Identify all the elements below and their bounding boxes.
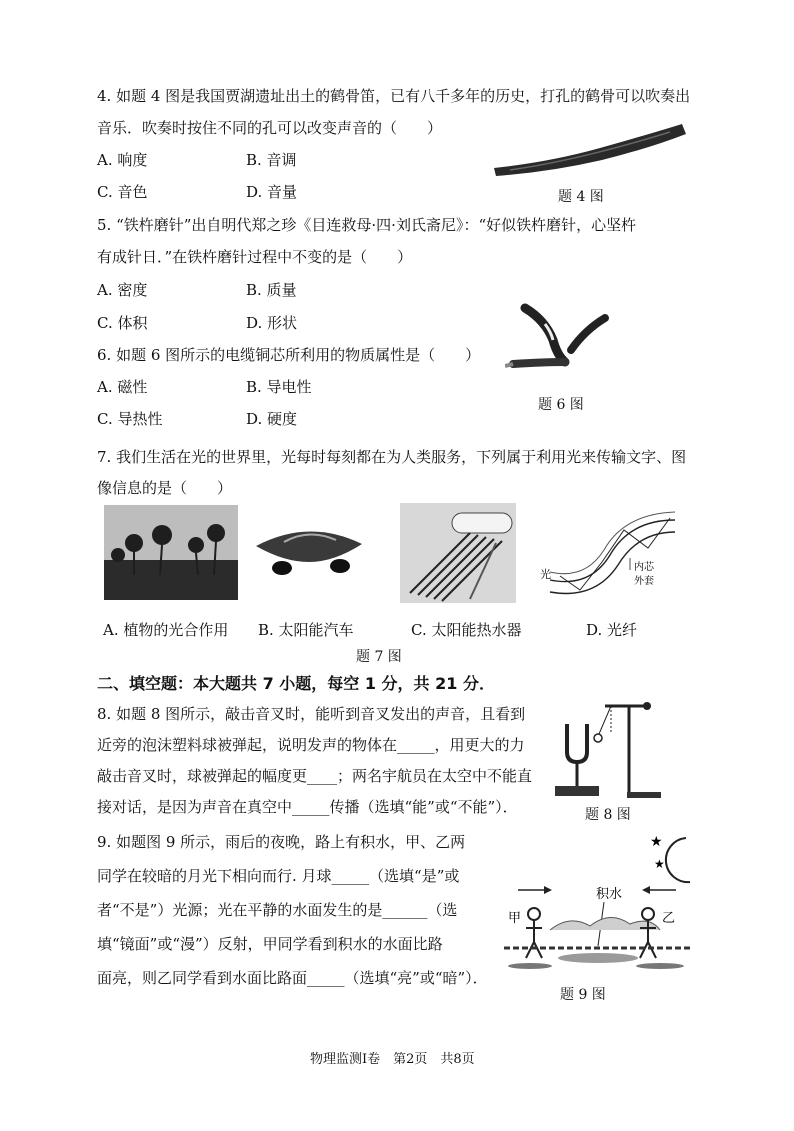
q8-text-line2: 近旁的泡沫塑料球被弹起，说明发声的物体在_____，用更大的力 xyxy=(97,736,525,754)
copper-cable-image xyxy=(505,300,615,385)
q9-text-line2: 同学在较暗的月光下相向而行. 月球_____（选填“是”或 xyxy=(97,867,460,885)
q7-option-d: D. 光纤 xyxy=(586,621,638,639)
optical-fiber-diagram xyxy=(540,510,680,600)
q6-option-a: A. 磁性 xyxy=(97,378,148,396)
q6-option-c: C. 导热性 xyxy=(97,410,163,428)
star-icon: ★ xyxy=(650,834,663,850)
fiber-core-label: 内芯 xyxy=(634,562,654,573)
q4-text-line1: 4. 如题 4 图是我国贾湖遗址出土的鹤骨笛，已有八千多年的历史，打孔的鹤骨可以吹奏出 xyxy=(97,87,691,105)
page-footer: 物理监测Ⅰ卷 第2页 共8页 xyxy=(310,1052,475,1067)
q6-option-b: B. 导电性 xyxy=(246,378,312,396)
tuning-fork-apparatus xyxy=(555,694,665,804)
q5-option-a: A. 密度 xyxy=(97,281,148,299)
solar-water-heater-image xyxy=(400,503,516,603)
q9-text-line3: 者“不是”）光源；光在平静的水面发生的是______（选 xyxy=(97,901,458,919)
q4-option-b: B. 音调 xyxy=(246,151,297,169)
q6-caption: 题 6 图 xyxy=(538,397,584,413)
label-yi: 乙 xyxy=(662,911,676,926)
label-jia: 甲 xyxy=(508,911,522,926)
q5-option-c: C. 体积 xyxy=(97,314,148,332)
star-icon-small: ★ xyxy=(654,857,665,871)
bone-flute-image xyxy=(490,118,690,178)
arrow-right-icon xyxy=(544,886,552,894)
q6-text-line1: 6. 如题 6 图所示的电缆铜芯所利用的物质属性是（ ） xyxy=(97,346,481,364)
arrow-left-icon xyxy=(642,886,650,894)
label-water: 积水 xyxy=(596,887,623,902)
q7-option-a: A. 植物的光合作用 xyxy=(103,621,229,639)
fiber-light-label: 光 xyxy=(540,568,551,581)
solar-car-image xyxy=(254,522,364,582)
q5-text-line1: 5. “铁杵磨针”出自明代郑之珍《目连救母·四·刘氏斋尼》：“好似铁杵磨针，心坚杵 xyxy=(97,216,637,234)
q7-option-b: B. 太阳能汽车 xyxy=(258,621,354,639)
q8-text-line3: 敲击音叉时，球被弹起的幅度更____；两名宇航员在太空中不能直 xyxy=(97,767,533,785)
moon-icon xyxy=(666,838,690,882)
q9-caption: 题 9 图 xyxy=(560,987,606,1003)
q5-option-b: B. 质量 xyxy=(246,281,297,299)
q5-option-d: D. 形状 xyxy=(246,314,298,332)
q7-text-line1: 7. 我们生活在光的世界里，光每时每刻都在为人类服务，下列属于利用光来传输文字、图 xyxy=(97,448,687,466)
q9-text-line5: 面亮，则乙同学看到水面比路面_____（选填“亮”或“暗”）． xyxy=(97,969,488,987)
q7-text-line2: 像信息的是（ ） xyxy=(97,479,233,497)
q6-option-d: D. 硬度 xyxy=(246,410,298,428)
q5-text-line2: 有成针日．”在铁杵磨针过程中不变的是（ ） xyxy=(97,248,413,266)
fiber-sheath-label: 外套 xyxy=(634,576,654,587)
section-heading: 二、填空题：本大题共 7 小题，每空 1 分，共 21 分． xyxy=(97,674,495,693)
q4-option-a: A. 响度 xyxy=(97,151,148,169)
q7-option-c: C. 太阳能热水器 xyxy=(411,621,522,639)
q9-text-line4: 填“镜面”或“漫”）反射，甲同学看到积水的水面比路 xyxy=(97,935,443,953)
q8-text-line4: 接对话，是因为声音在真空中_____传播（选填“能”或“不能”）． xyxy=(97,798,518,816)
q4-option-d: D. 音量 xyxy=(246,183,298,201)
q8-text-line1: 8. 如题 8 图所示，敲击音叉时，能听到音叉发出的声音，且看到 xyxy=(97,705,526,723)
q4-text-line2: 音乐．吹奏时按住不同的孔可以改变声音的（ ） xyxy=(97,119,443,137)
q4-option-c: C. 音色 xyxy=(97,183,148,201)
photosynthesis-image xyxy=(104,505,238,600)
q8-caption: 题 8 图 xyxy=(585,807,631,823)
q4-caption: 题 4 图 xyxy=(558,189,604,205)
q9-text-line1: 9. 如题图 9 所示，雨后的夜晚，路上有积水，甲、乙两 xyxy=(97,833,466,851)
q7-caption: 题 7 图 xyxy=(356,649,402,665)
night-puddle-scene xyxy=(500,830,700,980)
